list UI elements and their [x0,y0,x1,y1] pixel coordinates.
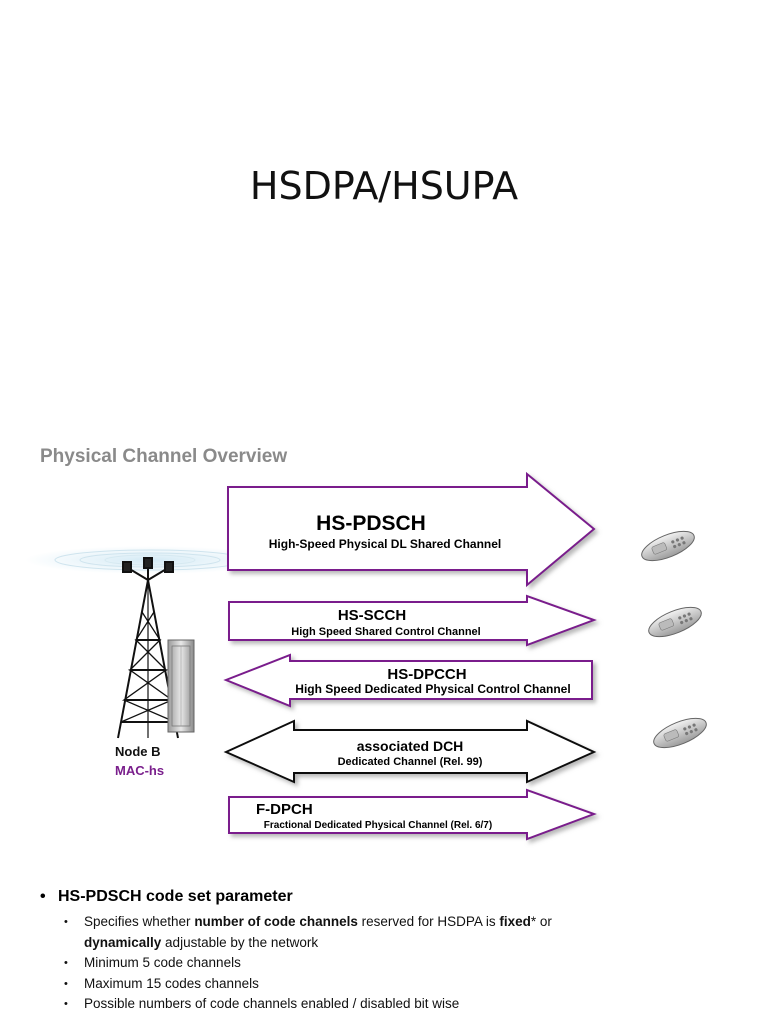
sub-bullet [64,912,760,953]
bullet-list [40,888,760,1015]
sub-bullet [64,974,760,995]
section-title: Physical Channel Overview [40,446,288,467]
hs-scch-desc: High Speed Shared Control Channel [291,626,481,638]
mobile-phone-icon [638,525,698,566]
sub-bullet-text: Possible numbers of code channels enabled / disabled bit wise [84,996,460,1011]
hs-dpcch-desc: High Speed Dedicated Physical Control Channel [295,682,571,696]
hs-scch-name: HS-SCCH [337,607,407,624]
associated-dch-desc: Dedicated Channel (Rel. 99) [337,756,483,768]
text-bold: dynamically [84,934,162,950]
sub-bullet-dot: • [64,957,68,969]
sub-bullet-list [40,912,760,1015]
main-bullet [40,888,760,906]
hs-scch-arrow [229,596,594,645]
associated-dch-name: associated DCH [356,738,464,754]
mobile-phone-icon [645,601,705,642]
text-part: Specifies whether [84,914,195,929]
node-b-rack-icon [168,640,194,732]
sub-bullet-text [84,912,760,953]
node-b-label: Node B [115,744,161,759]
text-part: * or [530,914,552,929]
associated-dch-arrow [226,721,594,782]
hs-pdsch-arrow [228,474,594,585]
sub-bullet-dot: • [64,977,68,990]
bullet-dot: • [40,888,46,905]
sub-bullet [64,953,760,974]
text-bold: number of code channels [194,914,358,929]
slide-title: HSDPA/HSUPA [249,164,519,208]
main-bullet-text: HS-PDSCH code set parameter [58,888,293,905]
f-dpch-arrow [229,790,594,839]
hs-pdsch-name: HS-PDSCH [316,512,426,535]
sub-bullet-dot: • [64,998,68,1010]
sub-bullet-text: Minimum 5 code channels [84,955,241,970]
node-b-sublabel: MAC-hs [115,763,165,778]
hs-dpcch-arrow [226,655,592,706]
text-bold: fixed [499,914,531,929]
f-dpch-desc: Fractional Dedicated Physical Channel (Rel. 6/7) [263,820,493,831]
sub-bullet-text: Maximum 15 codes channels [84,975,259,991]
mobile-phone-icon [650,712,710,753]
sub-bullet [64,994,760,1015]
sub-bullet-dot: • [64,916,68,928]
text-part: reserved for HSDPA is [357,914,500,929]
f-dpch-name: F-DPCH [256,801,313,818]
hs-pdsch-desc: High-Speed Physical DL Shared Channel [268,537,502,551]
text-part: adjustable by the network [161,934,319,950]
hs-dpcch-name: HS-DPCCH [387,666,467,683]
